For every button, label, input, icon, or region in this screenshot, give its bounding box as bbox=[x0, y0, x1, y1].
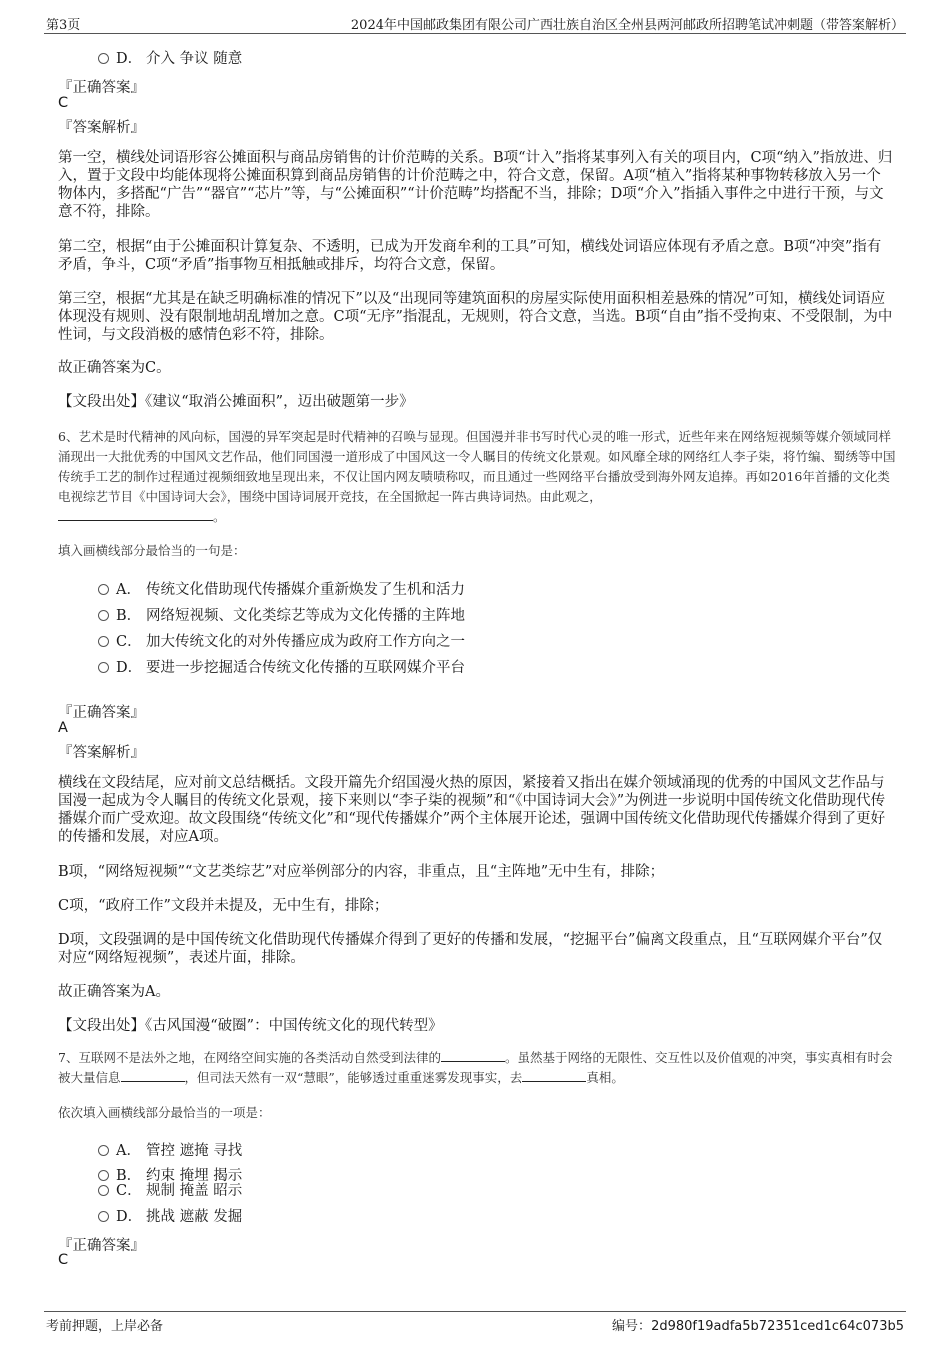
q6-answer: A bbox=[58, 720, 68, 736]
q6-blank bbox=[58, 508, 213, 521]
document-title: 2024年中国邮政集团有限公司广西壮族自治区全州县两河邮政所招聘笔试冲刺题（带答案解析） bbox=[350, 18, 904, 33]
q7-answer-label: 『正确答案』 bbox=[58, 1238, 145, 1254]
option-letter: D． bbox=[116, 51, 143, 67]
q7-stem-text: ，但司法天然有一双“慧眼”，能够透过重重迷雾发现事实，去 bbox=[184, 1070, 523, 1085]
document-code bbox=[612, 1315, 904, 1334]
q7-blank-2 bbox=[121, 1069, 185, 1082]
q7-stem-text: 。虽然基于网络的无限性、交互性以及价值观的冲突，事实真相有时会被大量信息 bbox=[58, 1050, 893, 1085]
q6-option-c[interactable] bbox=[98, 630, 465, 651]
q5-analysis-label: 『答案解析』 bbox=[58, 120, 145, 136]
document-code-label: 编号： bbox=[612, 1319, 652, 1334]
radio-icon[interactable] bbox=[98, 1211, 109, 1222]
footer-slogan: 考前押题，上岸必备 bbox=[46, 1319, 164, 1334]
option-letter: D． bbox=[116, 1209, 143, 1225]
q7-stem-text: 7、互联网不是法外之地，在网络空间实施的各类活动自然受到法律的 bbox=[58, 1050, 441, 1065]
option-text: 介入 争议 随意 bbox=[146, 51, 243, 67]
q6-conclusion: 故正确答案为A。 bbox=[58, 984, 170, 1000]
q7-answer: C bbox=[58, 1252, 69, 1268]
option-text: 挑战 遮蔽 发掘 bbox=[146, 1209, 243, 1225]
radio-icon[interactable] bbox=[98, 662, 109, 673]
q5-answer-label: 『正确答案』 bbox=[58, 80, 145, 96]
q7-option-d[interactable] bbox=[98, 1205, 242, 1226]
q6-analysis-paragraph: C项，“政府工作”文段并未提及，无中生有，排除； bbox=[58, 898, 389, 914]
q6-analysis-paragraph: B项，“网络短视频”“文艺类综艺”对应举例部分的内容，非重点，且“主阵地”无中生有，排除； bbox=[58, 864, 665, 880]
q7-blank-1 bbox=[441, 1049, 505, 1062]
q7-blank-3 bbox=[522, 1069, 586, 1082]
option-text: 传统文化借助现代传播媒介重新焕发了生机和活力 bbox=[146, 582, 465, 598]
q6-stem-text: 6、艺术是时代精神的风向标，国漫的异军突起是时代精神的召唤与显现。但国漫并非书写时代心灵的唯一形式，近些年来在网络短视频等媒介领域同样涌现出一大批优秀的中国风文艺作品，他们同国漫一道形成了中国风这一令人瞩目的传统文化景观。如风靡全球的网络红人李子柒，将竹编、蜀绣等中国传统手工艺的制作过程通过视频细致地呈现出来，不仅让国内网友啧啧称叹，而且通过一些网络平台播放受到海外网友追捧。再如2016年首播的文化类电视综艺节目《中国诗词大会》，围绕中国诗词展开竞技，在全国掀起一阵古典诗词热。由此观之， bbox=[58, 429, 896, 504]
document-code-value: 2d980f19adfa5b72351ced1c64c073b5 bbox=[651, 1319, 904, 1334]
radio-icon[interactable] bbox=[98, 53, 109, 64]
q6-answer-label: 『正确答案』 bbox=[58, 705, 145, 721]
header-divider bbox=[44, 33, 906, 34]
option-letter: C． bbox=[116, 1183, 142, 1199]
q7-option-a[interactable] bbox=[98, 1139, 242, 1160]
page-number: 第3页 bbox=[46, 18, 81, 33]
q7-stem bbox=[58, 1048, 898, 1088]
q7-prompt: 依次填入画横线部分最恰当的一项是： bbox=[58, 1105, 271, 1120]
radio-icon[interactable] bbox=[98, 610, 109, 621]
radio-icon[interactable] bbox=[98, 1145, 109, 1156]
option-text: 要进一步挖掘适合传统文化传播的互联网媒介平台 bbox=[146, 660, 465, 676]
radio-icon[interactable] bbox=[98, 584, 109, 595]
option-text: 管控 遮掩 寻找 bbox=[146, 1143, 243, 1159]
q6-option-b[interactable] bbox=[98, 604, 465, 625]
q5-source: 【文段出处】《建议“取消公摊面积”，迈出破题第一步》 bbox=[58, 394, 414, 410]
q7-stem-text: 真相。 bbox=[586, 1070, 624, 1085]
q5-option-d[interactable] bbox=[98, 47, 242, 68]
radio-icon[interactable] bbox=[98, 1185, 109, 1196]
q6-prompt: 填入画横线部分最恰当的一句是： bbox=[58, 543, 246, 558]
q7-option-c[interactable] bbox=[98, 1179, 242, 1200]
q5-conclusion: 故正确答案为C。 bbox=[58, 360, 171, 376]
q6-analysis-label: 『答案解析』 bbox=[58, 745, 145, 761]
footer-divider bbox=[44, 1311, 906, 1312]
radio-icon[interactable] bbox=[98, 636, 109, 647]
option-text: 规制 掩盖 昭示 bbox=[146, 1183, 243, 1199]
option-text: 网络短视频、文化类综艺等成为文化传播的主阵地 bbox=[146, 608, 465, 624]
q6-source: 【文段出处】《古风国漫“破圈”：中国传统文化的现代转型》 bbox=[58, 1018, 443, 1034]
q6-analysis-paragraph: D项，文段强调的是中国传统文化借助现代传播媒介得到了更好的传播和发展，“挖掘平台”偏离文段重点，且“互联网媒介平台”仅对应“网络短视频”，表述片面，排除。 bbox=[58, 932, 883, 966]
q5-analysis-paragraph: 第二空，根据“由于公摊面积计算复杂、不透明，已成为开发商牟利的工具”可知，横线处词语应体现有矛盾之意。B项“冲突”指有矛盾，争斗，C项“矛盾”指事物互相抵触或排斥，均符合文意，保留。 bbox=[58, 239, 882, 273]
option-letter: A． bbox=[116, 1143, 141, 1159]
q6-stem bbox=[58, 427, 898, 527]
option-letter: B． bbox=[116, 608, 142, 624]
q5-analysis-paragraph: 第一空，横线处词语形容公摊面积与商品房销售的计价范畴的关系。B项“计入”指将某事列入有关的项目内，C项“纳入”指放进、归入，置于文段中均能体现将公摊面积算到商品房销售的计价范畴之中，符合文意，保留。A项“植入”指将某种事物转移放入另一个物体内，多搭配“广告”“器官”“芯片”等，与“公摊面积”“计价范畴”均搭配不当，排除；D项“介入”指插入事件之中进行干预，与文意不符，排除。 bbox=[58, 150, 893, 220]
option-letter: D． bbox=[116, 660, 143, 676]
q6-stem-end: 。 bbox=[213, 509, 226, 524]
option-text: 加大传统文化的对外传播应成为政府工作方向之一 bbox=[146, 634, 465, 650]
option-letter: B． bbox=[116, 1168, 142, 1184]
q6-analysis-paragraph: 横线在文段结尾，应对前文总结概括。文段开篇先介绍国漫火热的原因，紧接着又指出在媒介领域涌现的优秀的中国风文艺作品与国漫一起成为令人瞩目的传统文化景观，接下来则以“李子柒的视频”和“《中国诗词大会》”为例进一步说明中国传统文化借助现代传播媒介而广受欢迎。故文段围绕“传统文化”和“现代传播媒介”两个主体展开论述，强调中国传统文化借助现代传播媒介得到了更好的传播和发展，对应A项。 bbox=[58, 775, 886, 845]
q5-answer: C bbox=[58, 95, 69, 111]
option-letter: C． bbox=[116, 634, 142, 650]
option-text: 约束 掩埋 揭示 bbox=[146, 1168, 243, 1184]
option-letter: A． bbox=[116, 582, 141, 598]
q6-option-a[interactable] bbox=[98, 578, 465, 599]
q6-option-d[interactable] bbox=[98, 656, 465, 677]
q5-analysis-paragraph: 第三空，根据“尤其是在缺乏明确标准的情况下”以及“出现同等建筑面积的房屋实际使用面积相差悬殊的情况”可知，横线处词语应体现没有规则、没有限制地胡乱增加之意。C项“无序”指混乱，无规则，符合文意，当选。B项“自由”指不受拘束、不受限制，为中性词，与文段消极的感情色彩不符，排除。 bbox=[58, 291, 893, 343]
